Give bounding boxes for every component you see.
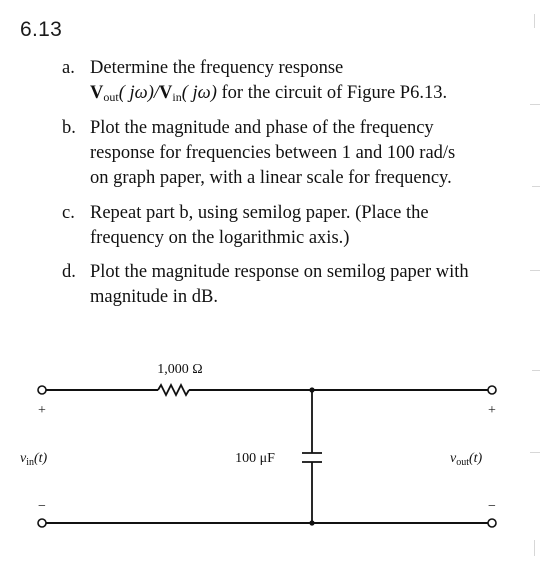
resistor — [158, 385, 189, 395]
vout-subscript: out — [103, 90, 119, 104]
edge-mark — [534, 14, 535, 28]
part-c-line-2: frequency on the logarithmic axis.) — [90, 228, 350, 248]
edge-mark — [530, 104, 540, 105]
part-c — [62, 201, 532, 253]
vin-label-v: v — [20, 451, 27, 466]
input-minus-sign: − — [38, 499, 46, 514]
capacitor-label: 100 μF — [235, 451, 275, 466]
output-minus-sign: − — [488, 499, 496, 514]
vout-argument: ( jω)/ — [118, 83, 160, 103]
vin-symbol: V — [159, 83, 173, 103]
part-a-line-1: Determine the frequency response — [90, 58, 344, 78]
vout-label-v: v — [450, 451, 457, 466]
part-b — [62, 116, 532, 192]
vin-label — [20, 451, 48, 468]
output-terminal-top — [488, 386, 496, 394]
vout-label — [450, 451, 483, 468]
vout-symbol: V — [90, 83, 104, 103]
part-b-line-3: on graph paper, with a linear scale for frequency. — [90, 168, 452, 188]
edge-mark — [530, 452, 540, 453]
edge-mark — [532, 186, 540, 187]
output-terminal-bottom — [488, 519, 496, 527]
circuit-diagram — [0, 350, 542, 550]
part-a-label: a. — [62, 58, 75, 78]
part-d-label: d. — [62, 262, 76, 282]
part-d-line-2: magnitude in dB. — [90, 287, 218, 307]
part-b-line-2: response for frequencies between 1 and 100 rad/s — [90, 143, 456, 163]
vin-label-sub: in — [26, 457, 34, 468]
part-c-line-1: Repeat part b, using semilog paper. (Place the — [90, 203, 429, 223]
edge-mark — [534, 540, 535, 556]
edge-mark — [532, 370, 540, 371]
input-terminal-top — [38, 386, 46, 394]
input-terminal-bottom — [38, 519, 46, 527]
output-plus-sign: + — [488, 403, 496, 418]
resistor-label: 1,000 Ω — [157, 362, 203, 377]
part-c-label: c. — [62, 203, 75, 223]
vout-label-arg: (t) — [469, 451, 483, 466]
edge-mark — [530, 270, 540, 271]
vin-argument: ( jω) — [181, 83, 217, 103]
part-b-label: b. — [62, 118, 76, 138]
input-plus-sign: + — [38, 403, 46, 418]
part-b-line-1: Plot the magnitude and phase of the frequency — [90, 118, 434, 138]
part-a — [62, 56, 532, 108]
part-d — [62, 260, 532, 312]
part-a-tail: for the circuit of Figure P6.13. — [216, 83, 448, 103]
problem-number: 6.13 — [20, 18, 63, 41]
vin-label-arg: (t) — [34, 451, 48, 466]
part-a-expression — [90, 81, 530, 107]
vout-label-sub: out — [456, 457, 469, 468]
part-d-line-1: Plot the magnitude response on semilog paper with — [90, 262, 469, 282]
vin-subscript: in — [172, 90, 182, 104]
